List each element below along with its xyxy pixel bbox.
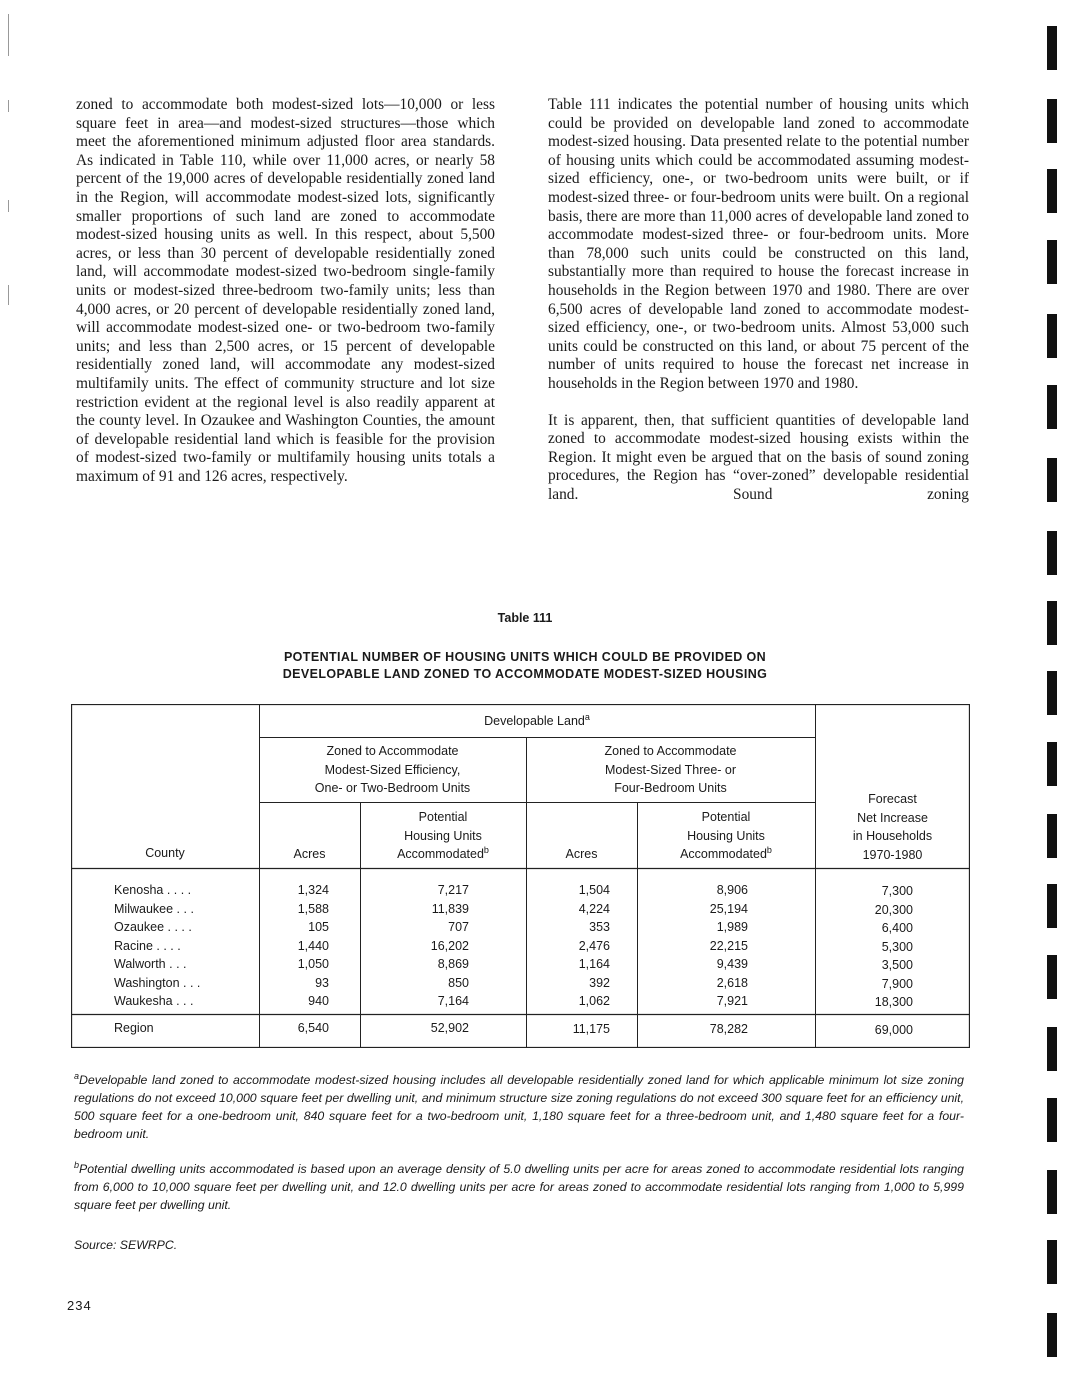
developable-land-header: Developable Land$^a$: [484, 711, 590, 728]
left-text-column: [76, 96, 495, 504]
footnote-b: $^b$Potential dwelling units accommodated is based upon an average density of 5.0 dwelling units per acre for areas zoned to accommodate residential lots ranging from 6,000 to 10,000 square feet per dwelling unit, and 12.0 dwelling units per acre for areas zoned to accommodate residential lots ranging from 1,000 to 5,999 square feet per dwelling unit.: [74, 1159, 964, 1212]
col-header-forecast: Forecast Net Increase in Households 1970-1980: [852, 792, 933, 862]
table-heading: [0, 649, 1050, 683]
scan-edge-mark: [8, 200, 9, 212]
left-paragraph: zoned to accommodate both modest-sized lots—10,000 or less square feet in area—and modest-sized structures—those which meet the aforementioned minimum adjusted floor area standards. As indicated in Table 110, while over 11,000 acres, or nearly 58 percent of the 19,000 acres of developable residentially zoned land in the Region, will accommodate modest-sized lots, significantly smaller proportions of such land are zoned to accommodate modest-sized housing units as well. In this respect, about 5,500 acres, or less than 30 percent of developable residentially zoned land, will accommodate modest-sized two-bedroom single-family units or modest-sized three-bedroom two-family units; less than 4,000 acres, or 20 percent of developable residentially zoned land, will accommodate modest-sized one- or two-bedroom two-family units; and less than 2,500 acres, or 15 percent of developable residentially zoned land, will accommodate any modest-sized multifamily units. The effect of community structure and lot size restriction evident at the regional level is also readily apparent at the county level. In Ozaukee and Washington Counties, the amount of developable residential land which is feasible for the provision of modest-sized two-family or multifamily housing units totals a maximum of 91 and 126 acres, respectively.: [76, 96, 495, 485]
table-heading-line-2: DEVELOPABLE LAND ZONED TO ACCOMMODATE MODEST-SIZED HOUSING: [282, 667, 768, 681]
subheader-three-four-bedroom-units: Zoned to Accommodate Modest-Sized Three- or Four-Bedroom Units: [604, 744, 737, 795]
col-header-acres-2: Acres: [565, 847, 598, 861]
scan-edge-mark: [8, 285, 9, 305]
table-heading-line-1: POTENTIAL NUMBER OF HOUSING UNITS WHICH COULD BE PROVIDED ON: [283, 650, 767, 664]
housing-units-table: Developable Land$^a$ Zoned to Accommodate Modest-Sized Efficiency, One- or Two-Bedroom Units Zoned to Accommodate Modest-Sized Three- or Four-Bedroom Units County Acres Potential Housing Units Accommodated$^b$ Acres Potential Housing Units Accommodated$^b$ Forecast Net Increase in Households 1970-1980 Kenosha . . . . 1,324 7,217 1,504 8,906 7,300 Milwaukee . . . 1,588 11,839 4,224 25,194 20,300 Ozaukee . . . . 105 707 353 1,989 6,400 Racine . . . . 1,440 16,202 2,476 22,215 5,300 Walworth . . . 1,050 8,869 1,164 9,439 3,500 Washington . . . 93 850 392 2,618 7,900 Waukesha . . . 940 7,164 1,062 7,921 18,300 Region 6,540 52,902 11,175 78,282 69,000: [71, 704, 970, 1048]
table-number: Table 111: [497, 611, 553, 625]
subheader-efficiency-units: Zoned to Accommodate Modest-Sized Efficiency, One- or Two-Bedroom Units: [314, 744, 471, 795]
source-note: Source: SEWRPC.: [74, 1238, 178, 1252]
scan-edge-mark: [8, 100, 9, 112]
right-paragraph-2: It is apparent, then, that sufficient quantities of developable land zoned to accommodate modest-sized housing exists within the Region. It might even be argued that on the basis of sound zoning procedures, the Region has “over-zoned” developable residential land. Sound zoning: [548, 411, 969, 503]
right-text-column: [548, 96, 969, 522]
footnote-a: $^a$Developable land zoned to accommodate modest-sized housing includes all developable residentially zoned land for which applicable minimum lot size zoning regulations do not exceed 10,000 square feet per dwelling unit, and minimum structure size zoning regulations do not exceed 300 square feet for an efficiency unit, 500 square feet for a one-bedroom unit, 840 square feet for a two-bedroom unit, 1,180 square feet for a three-bedroom unit, and 1,480 square feet for a four-bedroom unit.: [74, 1070, 964, 1141]
col-header-county: County: [145, 846, 185, 860]
scan-edge-mark: [8, 14, 9, 56]
page-number: 234: [67, 1298, 92, 1313]
col-header-potential-1: Potential Housing Units Accommodated$^b$: [397, 810, 489, 861]
col-header-acres-1: Acres: [293, 847, 326, 861]
col-header-potential-2: Potential Housing Units Accommodated$^b$: [680, 810, 772, 861]
right-paragraph-1: Table 111 indicates the potential number of housing units which could be provided on developable land zoned to accommodate modest-sized housing. Data presented relate to the potential number of housing units which could be accommodated assuming modest-sized efficiency, one-, or two-bedroom units were built, or if modest-sized three- or four-bedroom units were built. On a regional basis, there are more than 11,000 acres of developable land zoned to accommodate modest-sized three- or four-bedroom units. More than 78,000 such units could be constructed on this land, substantially more than required to house the forecast increase in households in the Region between 1970 and 1980. There are over 6,500 acres of developable land zoned to accommodate modest-sized efficiency, one-, or two-bedroom units. Almost 53,000 such units could be constructed on this land, or about 75 percent of the number of units required to house the forecast net increase in households in the Region between 1970 and 1980.: [548, 96, 969, 392]
